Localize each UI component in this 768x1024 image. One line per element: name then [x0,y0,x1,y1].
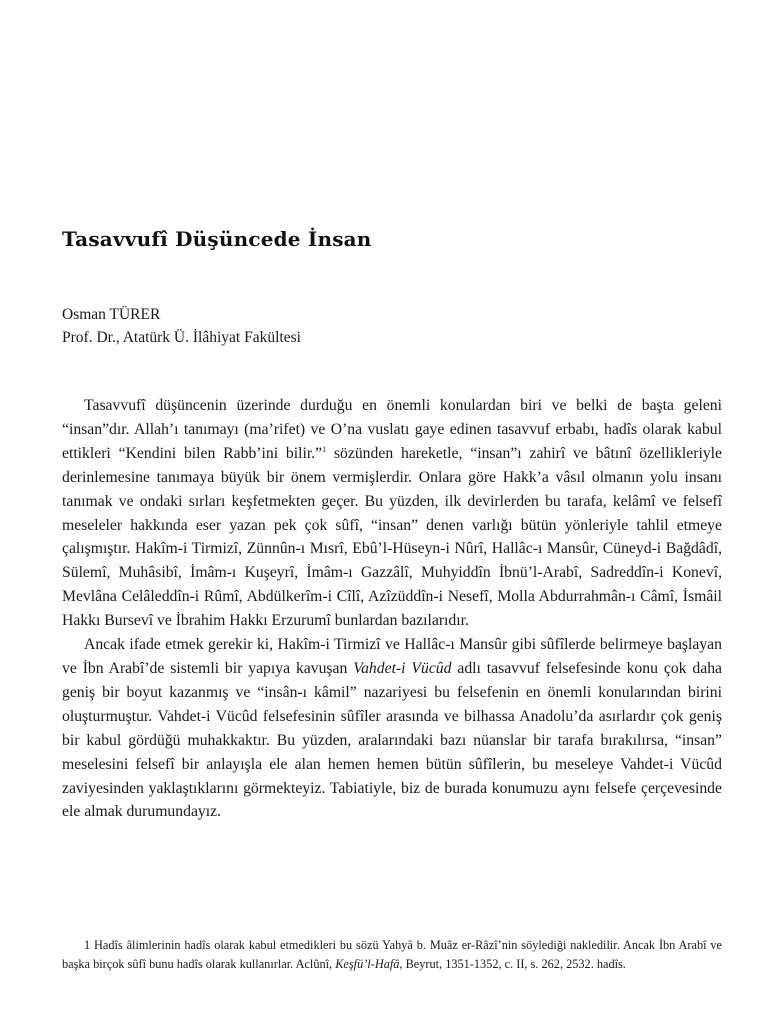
body-paragraph [62,394,722,633]
footnote [62,936,722,974]
author-block [62,303,712,349]
author-name: Osman TÜRER [62,306,161,323]
footnote-italic-title: Keşfü’l-Hafâ, [335,957,403,971]
paragraph-text: Tasavvufî düşüncenin üzerinde durduğu en önemli konulardan biri ve belki de başta geleni “insan”dır. Allah’ı tanımayı (ma’rifet) ve O’na vuslatı gaye edinen tasavvuf erbabı, hadîs olarak kabul ettikleri “Kendini bilen Rabb’ini bilir.” [62,397,722,462]
footnote-reference: 1 [322,444,327,454]
paragraph-text: Ancak ifade etmek gerekir ki, Hakîm-i Tirmizî ve Hallâc-ı Mansûr gibi sûfîlerde belirmeye başlayan ve İbn Arabî’de sistemli bir yapıya kavuşan [62,636,722,677]
footnote-part: 1 Hadîs âlimlerinin hadîs olarak kabul etmedikleri bu sözü Yahyâ b. Muâz er-Râzî’nin söylediği nakledilir. Ancak İbn Arabî ve başka birçok sûfî bunu hadîs olarak kullanırlar. Aclûnî, [62,938,722,971]
article-body [62,394,722,824]
body-paragraph [62,633,722,824]
footnote-text [62,936,722,974]
italic-term: Vahdet-i Vücûd [353,659,452,677]
footnote-part: Beyrut, 1351-1352, c. II, s. 262, 2532. hadîs. [402,957,626,971]
paragraph-text: sözünden hareketle, “insan”ı zahirî ve bâtınî özellikleriyle derinlemesine tanımaya büyük bir önem vermişlerdir. Onlara göre Hakk’a vâsıl olmanın yolu insanı tanımak ve ondaki sırları keşfetmekten geçer. Bu yüzden, ilk devirlerden bu tarafa, kelâmî ve felsefî meseleler hakkında eser yazan pek çok sûfî, “insan” denen varlığı bütün yönleriyle tahlil etmeye çalışmıştır. Hakîm-i Tirmizî, Zünnûn-ı Mısrî, Ebû’l-Hüseyn-i Nûrî, Hallâc-ı Mansûr, Cüneyd-i Bağdâdî, Sülemî, Muhâsibî, İmâm-ı Kuşeyrî, İmâm-ı Gazzâlî, Muhyiddîn İbnü’l-Arabî, Sadreddîn-i Konevî, Mevlâna Celâleddîn-i Rûmî, Abdülkerîm-i Cîlî, Azîzüddîn-i Nesefî, Molla Abdurrahmân-ı Câmî, İsmâil Hakkı Bursevî ve İbrahim Hakkı Erzurumî bunlardan bazılarıdır. [62,444,722,630]
author-affiliation: Prof. Dr., Atatürk Ü. İlâhiyat Fakültesi [62,329,301,346]
paragraph-text: adlı tasavvuf felsefesinde konu çok daha geniş bir boyut kazanmış ve “insân-ı kâmil” nazariyesi bu felsefenin en önemli konularından birini oluşturmuştur. Vahdet-i Vücûd felsefesinin sûfîler arasında ve bilhassa Anadolu’da asırlardır çok geniş bir kabul gördüğü muhakkaktır. Bu yüzden, aralarındaki bazı nüanslar bir tarafa bırakılırsa, “insan” meselesini felsefî bir anlayışla ele alan hemen hemen bütün sûfîlerin, bu meseleye Vahdet-i Vücûd zaviyesinden yaklaştıklarını görmekteyiz. Tabiatiyle, biz de burada konumuzu aynı felsefe çerçevesinde ele almak durumundayız. [62,659,722,821]
article-title: Tasavvufî Düşüncede İnsan [62,227,372,251]
